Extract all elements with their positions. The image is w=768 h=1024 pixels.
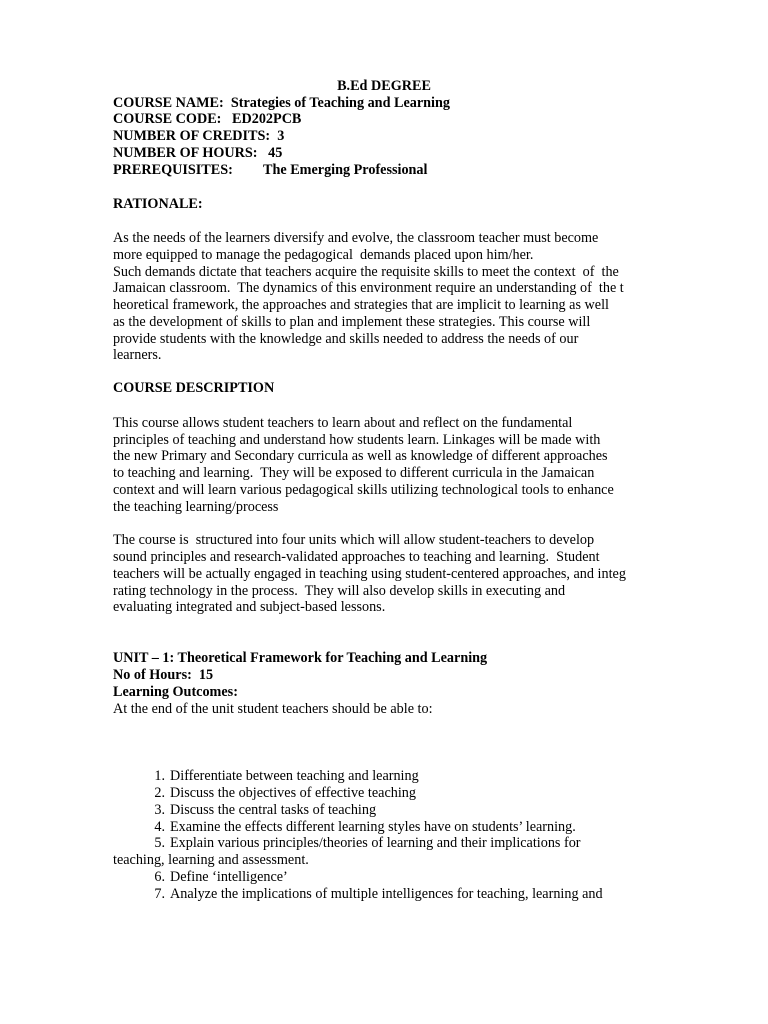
rationale-line: as the development of skills to plan and implement these strategies. This course will bbox=[113, 314, 591, 330]
rationale-line: heoretical framework, the approaches and strategies that are implicit to learning as well bbox=[113, 297, 609, 313]
unit1-hours: No of Hours: 15 bbox=[113, 667, 214, 683]
description-line: to teaching and learning. They will be exposed to different curricula in the Jamaican bbox=[113, 465, 595, 481]
list-item bbox=[147, 819, 576, 836]
course-code-label: COURSE CODE: bbox=[113, 111, 222, 127]
list-item bbox=[147, 886, 603, 903]
description-line: sound principles and research-validated approaches to teaching and learning. Student bbox=[113, 549, 600, 565]
course-code-value: ED202PCB bbox=[232, 111, 302, 127]
description-line: principles of teaching and understand how students learn. Linkages will be made with bbox=[113, 432, 601, 448]
hours-label: NUMBER OF HOURS: bbox=[113, 145, 258, 161]
rationale-line: As the needs of the learners diversify and evolve, the classroom teacher must become bbox=[113, 230, 599, 246]
list-number: 4. bbox=[154, 819, 165, 835]
rationale-line: provide students with the knowledge and skills needed to address the needs of our bbox=[113, 331, 579, 347]
hours-value: 45 bbox=[268, 145, 283, 161]
rationale-line: Such demands dictate that teachers acquire the requisite skills to meet the context of the bbox=[113, 264, 619, 280]
list-item-continuation bbox=[113, 852, 309, 869]
course-code-line bbox=[113, 111, 301, 128]
list-item bbox=[147, 835, 581, 852]
description-line: rating technology in the process. They will also develop skills in executing and bbox=[113, 583, 566, 599]
list-text: Differentiate between teaching and learning bbox=[170, 768, 419, 784]
list-item bbox=[147, 869, 288, 886]
unit1-heading: UNIT – 1: Theoretical Framework for Teaching and Learning bbox=[113, 650, 488, 666]
description-line: The course is structured into four units which will allow student-teachers to develop bbox=[113, 532, 595, 548]
list-text: Discuss the central tasks of teaching bbox=[170, 802, 377, 818]
rationale-line: learners. bbox=[113, 347, 162, 363]
description-line: teachers will be actually engaged in teaching using student-centered approaches, and integ bbox=[113, 566, 626, 582]
course-name-value: Strategies of Teaching and Learning bbox=[230, 95, 450, 111]
list-number: 3. bbox=[154, 802, 165, 818]
prereq-label: PREREQUISITES: bbox=[113, 162, 233, 178]
list-text: Explain various principles/theories of learning and their implications for bbox=[170, 835, 581, 851]
list-number: 5. bbox=[154, 835, 165, 851]
rationale-line: Jamaican classroom. The dynamics of this environment require an understanding of the t bbox=[113, 280, 624, 296]
list-item bbox=[147, 785, 416, 802]
learning-outcomes-heading: Learning Outcomes: bbox=[113, 684, 238, 700]
prereq-value: The Emerging Professional bbox=[263, 162, 428, 178]
list-text: Discuss the objectives of effective teaching bbox=[170, 785, 416, 801]
list-number: 1. bbox=[154, 768, 165, 784]
degree-title: B.Ed DEGREE bbox=[337, 78, 431, 94]
list-text: teaching, learning and assessment. bbox=[113, 852, 309, 868]
description-line: the new Primary and Secondary curricula as well as knowledge of different approaches bbox=[113, 448, 608, 464]
list-text: Define ‘intelligence’ bbox=[170, 869, 288, 885]
list-text: Analyze the implications of multiple intelligences for teaching, learning and bbox=[170, 886, 603, 902]
list-item bbox=[147, 802, 376, 819]
list-text: Examine the effects different learning styles have on students’ learning. bbox=[170, 819, 576, 835]
course-name-line bbox=[113, 95, 450, 112]
description-line: context and will learn various pedagogical skills utilizing technological tools to enhance bbox=[113, 482, 614, 498]
course-name-label: COURSE NAME: bbox=[113, 95, 224, 111]
credits-line bbox=[113, 128, 284, 145]
list-number: 2. bbox=[154, 785, 165, 801]
credits-value: 3 bbox=[277, 128, 285, 144]
description-line: This course allows student teachers to learn about and reflect on the fundamental bbox=[113, 415, 573, 431]
description-line: evaluating integrated and subject-based lessons. bbox=[113, 599, 386, 615]
course-description-heading: COURSE DESCRIPTION bbox=[113, 380, 275, 396]
prereq-line bbox=[113, 162, 427, 179]
outcomes-intro: At the end of the unit student teachers should be able to: bbox=[113, 701, 433, 717]
credits-label: NUMBER OF CREDITS: bbox=[113, 128, 271, 144]
description-line: the teaching learning/process bbox=[113, 499, 279, 515]
list-item bbox=[147, 768, 419, 785]
rationale-heading: RATIONALE: bbox=[113, 196, 203, 212]
rationale-line: more equipped to manage the pedagogical demands placed upon him/her. bbox=[113, 247, 534, 263]
list-number: 7. bbox=[154, 886, 165, 902]
hours-line bbox=[113, 145, 282, 162]
list-number: 6. bbox=[154, 869, 165, 885]
